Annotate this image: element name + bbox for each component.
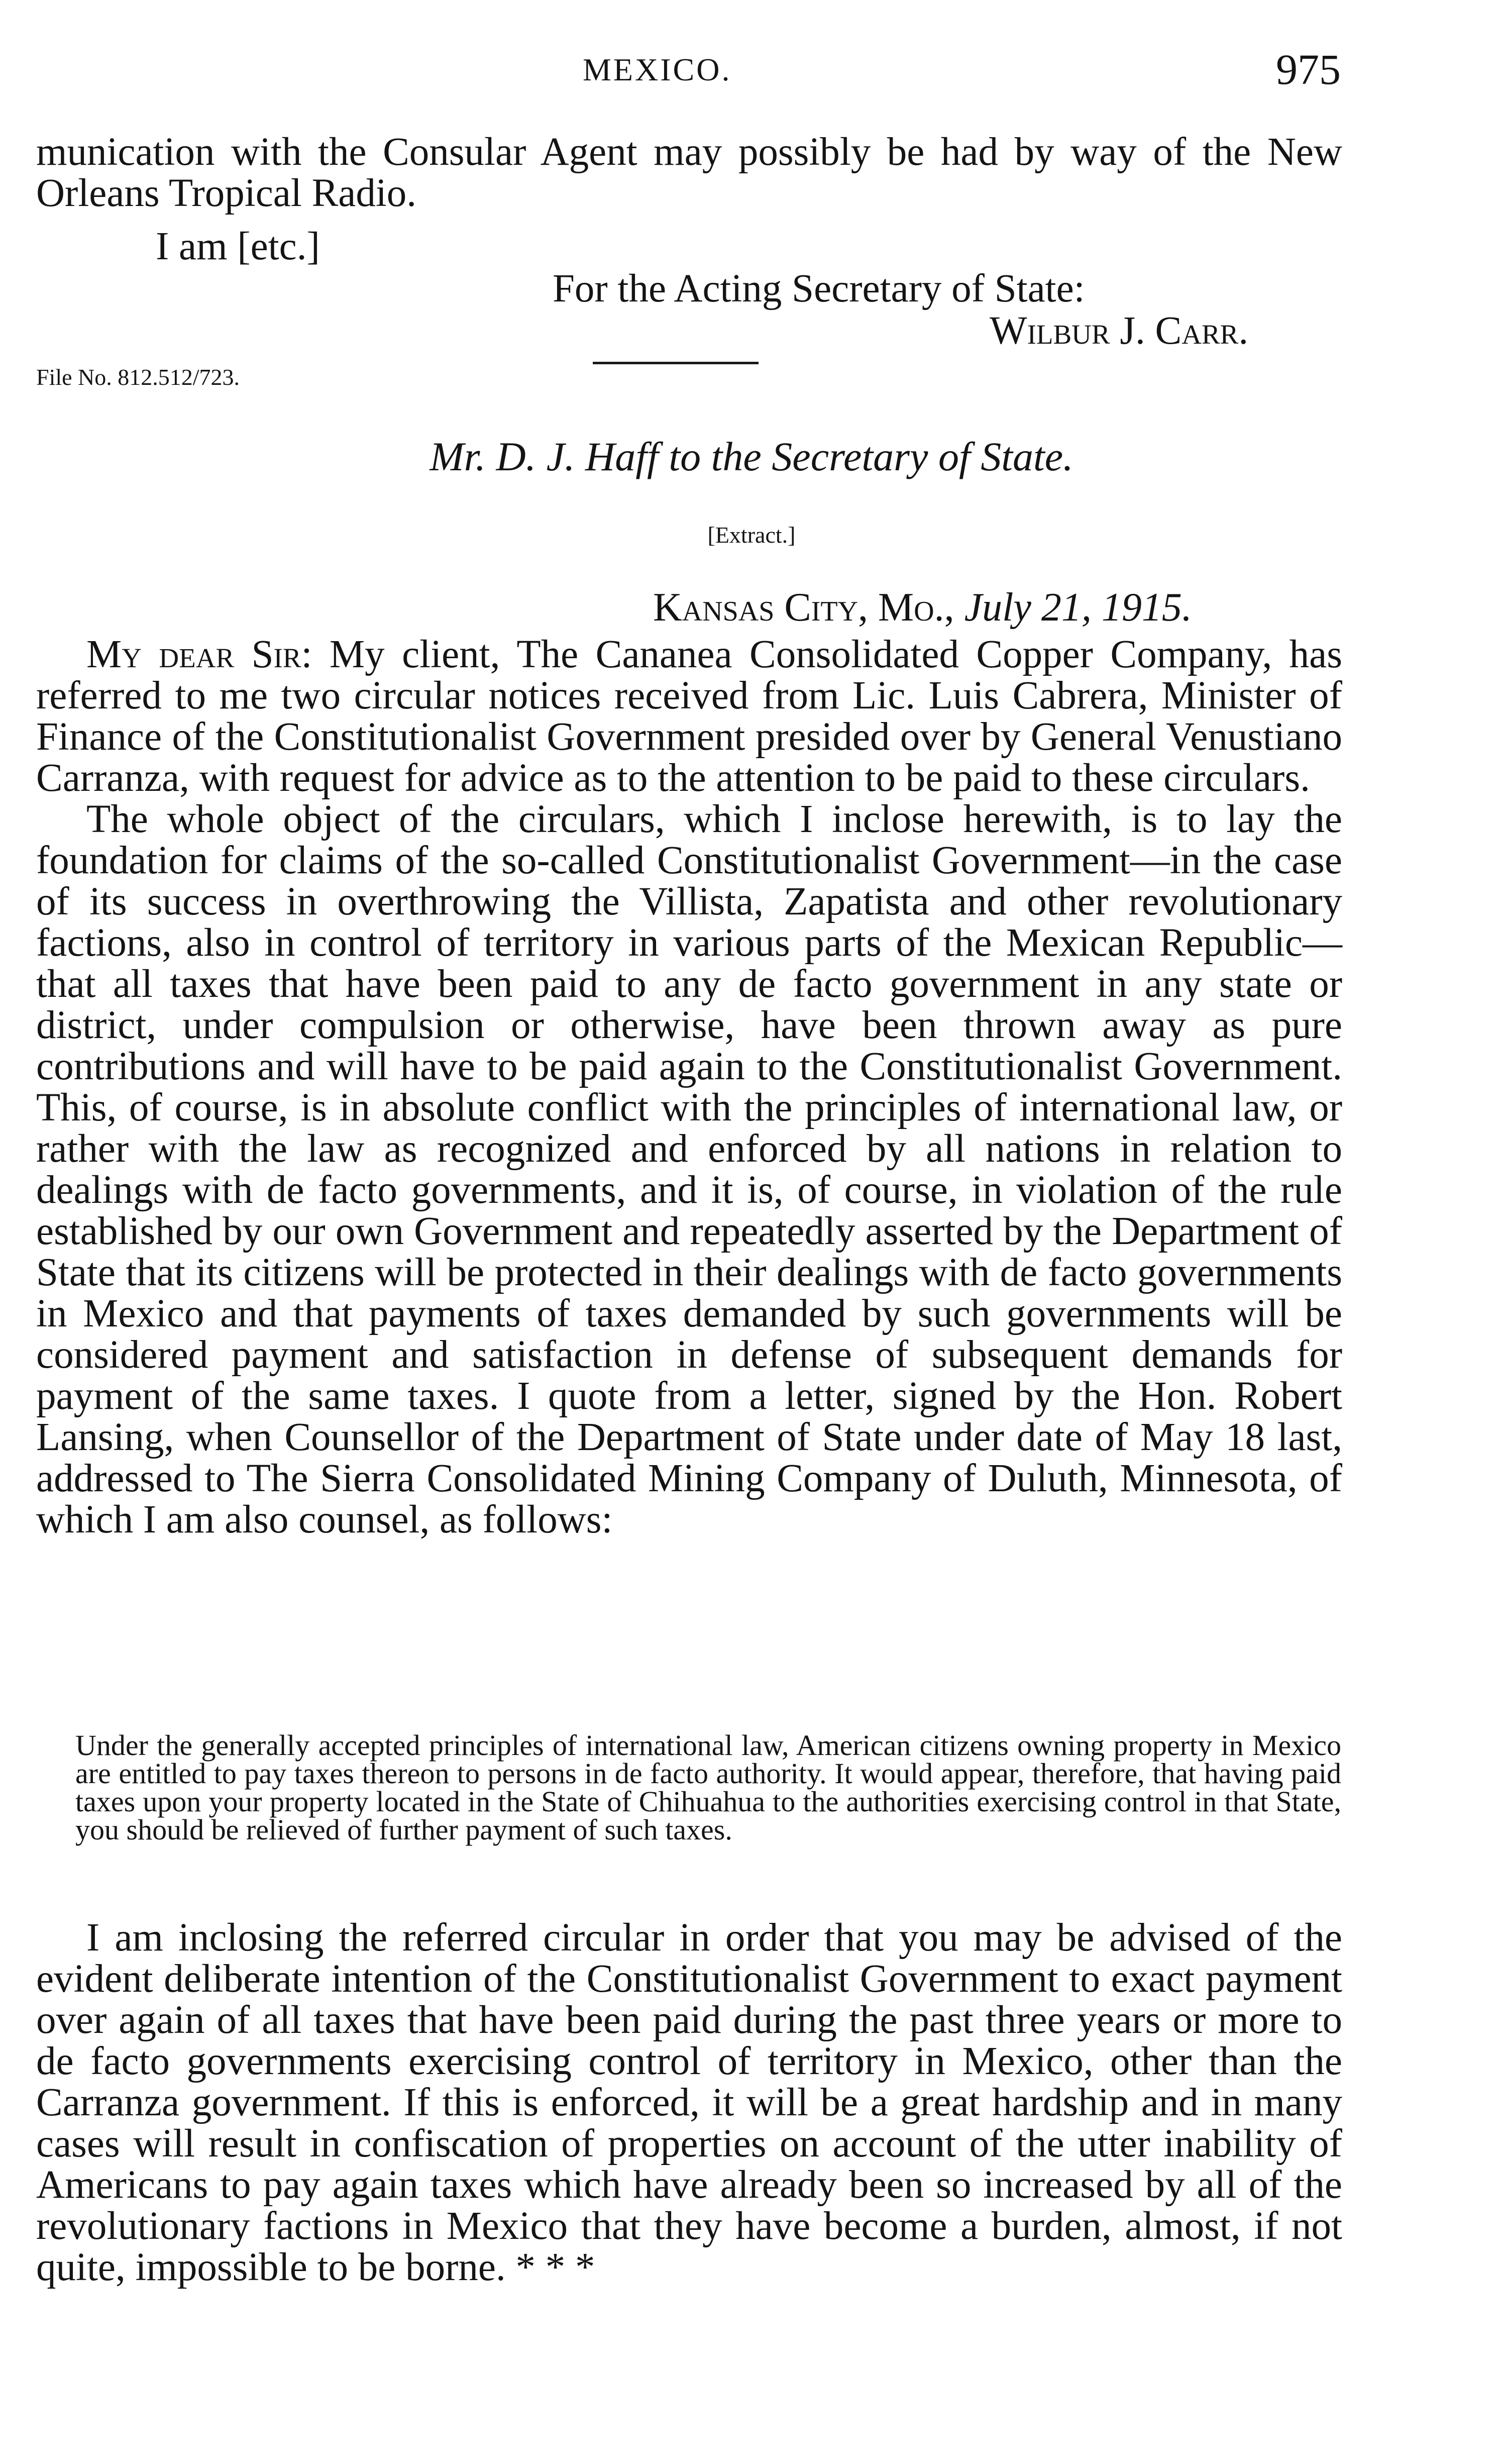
document-heading: Mr. D. J. Haff to the Secretary of State.: [430, 434, 1073, 479]
letter-paragraph-3: I am inclosing the referred circular in order that you may be advised of the evident deliberate intention of the Constitutionalist Government to exact payment over again of all taxes that have been paid during the past three years or more to de facto governments exercising control of territory in Mexico, other than the Carranza government. If this is enforced, it will be a great hardship and in many cases will result in confiscation of properties on account of the utter inability of Americans to pay again taxes which have already been so increased by all of the revolutionary factions in Mexico that they have become a burden, almost, if not quite, impossible to be borne. * * *: [36, 1916, 1342, 2289]
block-quotation: Under the generally accepted principles of international law, American citizens owning property in Mexico are entitled to pay taxes thereon to persons in de facto authority. It would appear, therefore, that having paid taxes upon your property located in the State of Chihuahua to the authorities exercising control in that State, you should be relieved of further payment of such taxes.: [75, 1729, 1341, 1846]
opening-paragraph-block: [36, 132, 1342, 214]
page-number: 975: [1276, 45, 1341, 93]
letter-paragraph-1: [36, 634, 1342, 799]
dateline: [653, 585, 1192, 631]
letter-paragraph-2: The whole object of the circulars, which I inclose herewith, is to lay the foundation for claims of the so-called Constitutionalist Government—in the case of its success in overthrowing the Villista, Zapatista and other revolutionary factions, also in control of territory in various parts of the Mexican Republic—that all taxes that have been paid to any de facto government in any state or district, under compulsion or otherwise, have been thrown away as pure contributions and will have to be paid again to the Constitutionalist Government. This, of course, is in absolute conflict with the principles of international law, or rather with the law as recognized and enforced by all nations in relation to dealings with de facto governments, and it is, of course, in violation of the rule established by our own Government and repeatedly asserted by the Department of State that its citizens will be protected in their dealings with de facto governments in Mexico and that payments of taxes demanded by such governments will be considered payment and satisfaction in defense of subsequent demands for payment of the same taxes. I quote from a letter, signed by the Hon. Robert Lansing, when Counsellor of the Department of State under date of May 18 last, addressed to The Sierra Consolidated Mining Company of Duluth, Minnesota, of which I am also counsel, as follows:: [36, 797, 1342, 1542]
letter-body-upper: [36, 634, 1342, 1541]
dateline-place: Kansas City, Mo.,: [653, 585, 954, 630]
salutation: My dear Sir:: [86, 633, 312, 676]
extract-label: [Extract.]: [707, 522, 796, 548]
section-divider: [593, 362, 759, 364]
opening-paragraph: munication with the Consular Agent may possibly be had by way of the New Orleans Tropical Radio.: [36, 130, 1342, 215]
letter-body-lower: [36, 1917, 1342, 2288]
dateline-date: July 21, 1915.: [964, 585, 1192, 630]
closing: I am [etc.]: [156, 225, 320, 268]
running-title: MEXICO.: [583, 52, 732, 87]
letter-paragraph-1-text: My client, The Cananea Consolidated Copper Company, has referred to me two circular notices received from Lic. Luis Cabrera, Minister of Finance of the Constitutionalist Government presided over by General Venustiano Carranza, with request for advice as to the attention to be paid to these circulars.: [36, 633, 1342, 800]
file-number: File No. 812.512/723.: [36, 364, 240, 390]
signer-name: Wilbur J. Carr.: [990, 309, 1249, 353]
running-head: [0, 44, 1503, 105]
signoff-line: For the Acting Secretary of State:: [553, 267, 1085, 311]
